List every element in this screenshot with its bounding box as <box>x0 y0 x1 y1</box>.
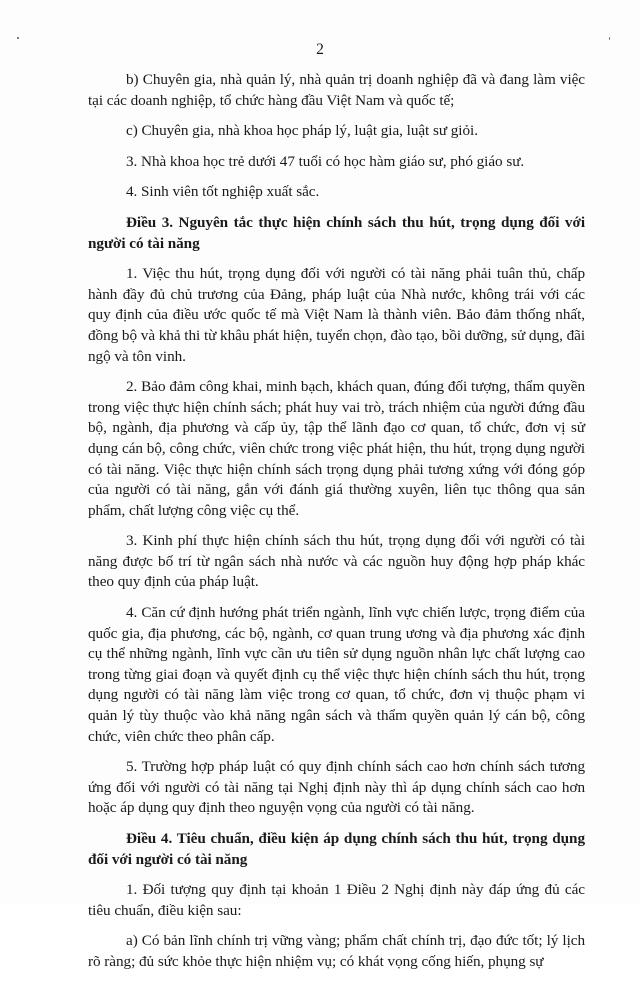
paragraph: b) Chuyên gia, nhà quản lý, nhà quản trị doanh nghiệp đã và đang làm việc tại các doanh nghiệp, tổ chức hàng đầu Việt Nam và quốc tế; <box>88 71 585 109</box>
page-number: 2 <box>316 41 324 58</box>
document-body <box>88 70 585 981</box>
paragraph: 3. Kinh phí thực hiện chính sách thu hút, trọng dụng đối với người có tài năng được bố trí từ ngân sách nhà nước và các nguồn huy động hợp pháp khác theo quy định của pháp luật. <box>88 532 585 591</box>
paragraph: a) Có bản lĩnh chính trị vững vàng; phẩm chất chính trị, đạo đức tốt; lý lịch rõ ràng; đủ sức khỏe thực hiện nhiệm vụ; có khát vọng cống hiến, phụng sự <box>88 932 585 970</box>
paragraph: 4. Sinh viên tốt nghiệp xuất sắc. <box>126 183 320 201</box>
scan-speck <box>17 37 19 39</box>
paragraph: 2. Bảo đảm công khai, minh bạch, khách quan, đúng đối tượng, thẩm quyền trong việc thực hiện chính sách; phát huy vai trò, trách nhiệm của người đứng đầu bộ, ngành, địa phương và cấp ủy, tập thể lãnh đạo cơ quan, tổ chức, đơn vị sử dụng cán bộ, công chức, viên chức trong việc phát hiện, thu hút, trọng dụng người có tài năng. Việc thực hiện chính sách trọng dụng phải tương xứng với đóng góp của người có tài năng, gắn với đánh giá thường xuyên, liên tục thông qua sản phẩm, chất lượng công việc cụ thể. <box>88 378 585 519</box>
paragraph: 5. Trường hợp pháp luật có quy định chính sách cao hơn chính sách tương ứng đối với người có tài năng tại Nghị định này thì áp dụng chính sách cao hơn hoặc áp dụng quy định theo nguyện vọng của người có tài năng. <box>88 758 585 817</box>
paragraph: 1. Việc thu hút, trọng dụng đối với người có tài năng phải tuân thủ, chấp hành đầy đủ chủ trương của Đảng, pháp luật của Nhà nước, không trái với các quy định của điều ước quốc tế mà Việt Nam là thành viên. Bảo đảm thống nhất, đồng bộ và khả thi từ khâu phát hiện, tuyển chọn, đào tạo, bồi dưỡng, sử dụng, đãi ngộ và tôn vinh. <box>88 265 585 365</box>
scan-speck <box>609 37 610 40</box>
article-heading: Điều 4. Tiêu chuẩn, điều kiện áp dụng chính sách thu hút, trọng dụng đối với người có tài năng <box>88 830 585 868</box>
paragraph: 1. Đối tượng quy định tại khoản 1 Điều 2 Nghị định này đáp ứng đủ các tiêu chuẩn, điều kiện sau: <box>88 881 585 919</box>
paragraph: 4. Căn cứ định hướng phát triển ngành, lĩnh vực chiến lược, trọng điểm của quốc gia, địa phương, các bộ, ngành, cơ quan trung ương và địa phương xác định cụ thể những ngành, lĩnh vực cần ưu tiên sử dụng nguồn nhân lực chất lượng cao trong từng giai đoạn và quyết định cụ thể việc thực hiện chính sách thu hút, trọng dụng người có tài năng làm việc trong cơ quan, tổ chức, đơn vị thuộc phạm vi quản lý tùy thuộc vào khả năng ngân sách và thẩm quyền quản lý cán bộ, công chức, viên chức theo phân cấp. <box>88 604 585 745</box>
paragraph: c) Chuyên gia, nhà khoa học pháp lý, luật gia, luật sư giỏi. <box>126 122 478 140</box>
paragraph: 3. Nhà khoa học trẻ dưới 47 tuổi có học hàm giáo sư, phó giáo sư. <box>126 152 525 170</box>
article-heading: Điều 3. Nguyên tắc thực hiện chính sách thu hút, trọng dụng đối với người có tài năng <box>88 213 585 252</box>
